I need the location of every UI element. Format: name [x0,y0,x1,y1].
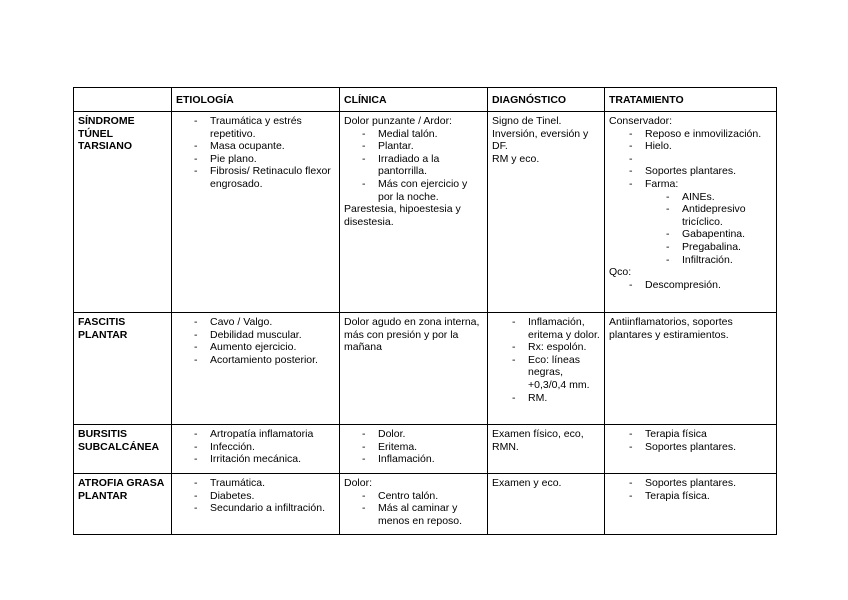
list-item: - Terapia física [645,428,772,441]
diagnostico-line: Signo de Tinel. [492,115,562,127]
list-item: - Medial talón. [378,128,483,141]
clinica-cell [340,313,488,425]
clinica-outro: Parestesia, hipoestesia y disestesia. [344,203,461,228]
list-item: - Terapia física. [645,490,772,503]
etiologia-cell [172,313,340,425]
tratamiento-cell [605,425,777,474]
comparison-table [73,87,777,535]
clinica-intro: Dolor punzante / Ardor: [344,115,452,127]
tratamiento-cell [605,112,777,313]
clinica-cell [340,474,488,535]
list-item: - Acortamiento posterior. [210,354,335,367]
header-corner [74,88,172,112]
diagnostico-cell [488,313,605,425]
header-etiologia: ETIOLOGÍA [172,88,340,112]
diagnostico-text: Examen físico, eco, RMN. [492,428,584,453]
list-item: - Secundario a infiltración. [210,502,335,515]
list-item: - Inflamación. [378,453,483,466]
tratamiento-cell [605,474,777,535]
list-item: - Rx: espolón. [528,341,600,354]
list-item: - Eritema. [378,441,483,454]
list-item-empty [645,153,772,166]
list-item: - Aumento ejercicio. [210,341,335,354]
sub-list-item: - AINEs. [682,191,772,204]
list-item: - Soportes plantares. [645,441,772,454]
clinica-cell [340,425,488,474]
tratamiento-intro: Conservador: [609,115,673,127]
table-row [74,112,777,313]
header-tratamiento: TRATAMIENTO [605,88,777,112]
diagnostico-cell [488,474,605,535]
sub-list-item: - Gabapentina. [682,228,772,241]
sub-list-item: - Antidepresivo tricíclico. [682,203,772,228]
diagnostico-line: RM y eco. [492,152,540,165]
list-item: - Hielo. [645,140,772,153]
list-item: - Más con ejercicio y por la noche. [378,178,483,203]
diagnostico-line: Inversión, eversión y DF. [492,127,589,153]
list-item: - Irradiado a la pantorrilla. [378,153,483,178]
list-item: - Descompresión. [645,279,772,292]
sub-list-item: - Pregabalina. [682,241,772,254]
etiologia-cell [172,474,340,535]
list-item: - Dolor. [378,428,483,441]
list-item: - Traumática. [210,477,335,490]
header-row [74,88,777,112]
tratamiento-qco: Qco: [609,266,632,279]
list-item: - Debilidad muscular. [210,329,335,342]
header-clinica: CLÍNICA [340,88,488,112]
list-item: - Fibrosis/ Retinaculo flexor engrosado. [210,165,335,190]
etiologia-cell [172,425,340,474]
row-title: ATROFIA GRASA PLANTAR [74,474,172,535]
header-diagnostico: DIAGNÓSTICO [488,88,605,112]
table-row [74,425,777,474]
list-item: - Soportes plantares. [645,165,772,178]
list-item: - Masa ocupante. [210,140,335,153]
row-title: SÍNDROME TÚNEL TARSIANO [74,112,172,313]
tratamiento-text: Antiinflamatorios, soportes plantares y estiramientos. [609,316,733,341]
row-title: FASCITIS PLANTAR [74,313,172,425]
diagnostico-cell [488,112,605,313]
table-row [74,474,777,535]
diagnostico-text: Examen y eco. [492,477,562,489]
list-item: - Traumática y estrés repetitivo. [210,115,335,140]
clinica-intro: Dolor: [344,477,373,489]
clinica-cell [340,112,488,313]
list-item: - Centro talón. [378,490,483,503]
sub-list-item: - Infiltración. [682,254,772,267]
list-item: - Soportes plantares. [645,477,772,490]
list-item: - Reposo e inmovilización. [645,128,772,141]
list-item: - Irritación mecánica. [210,453,335,466]
list-item: - Más al caminar y menos en reposo. [378,502,483,527]
list-item: - Cavo / Valgo. [210,316,335,329]
list-item: - Farma: [645,178,772,191]
table-row [74,313,777,425]
list-item: - Diabetes. [210,490,335,503]
list-item: - Eco: líneas negras, +0,3/0,4 mm. [528,354,600,392]
list-item: - Plantar. [378,140,483,153]
tratamiento-cell [605,313,777,425]
list-item: - Infección. [210,441,335,454]
list-item: - Pie plano. [210,153,335,166]
clinica-text: Dolor agudo en zona interna, más con presión y por la mañana [344,316,480,354]
diagnostico-cell [488,425,605,474]
list-item: - Artropatía inflamatoria [210,428,335,441]
list-item: - Inflamación, eritema y dolor. [528,316,600,341]
etiologia-cell [172,112,340,313]
list-item: - RM. [528,392,600,405]
row-title: BURSITIS SUBCALCÁNEA [74,425,172,474]
